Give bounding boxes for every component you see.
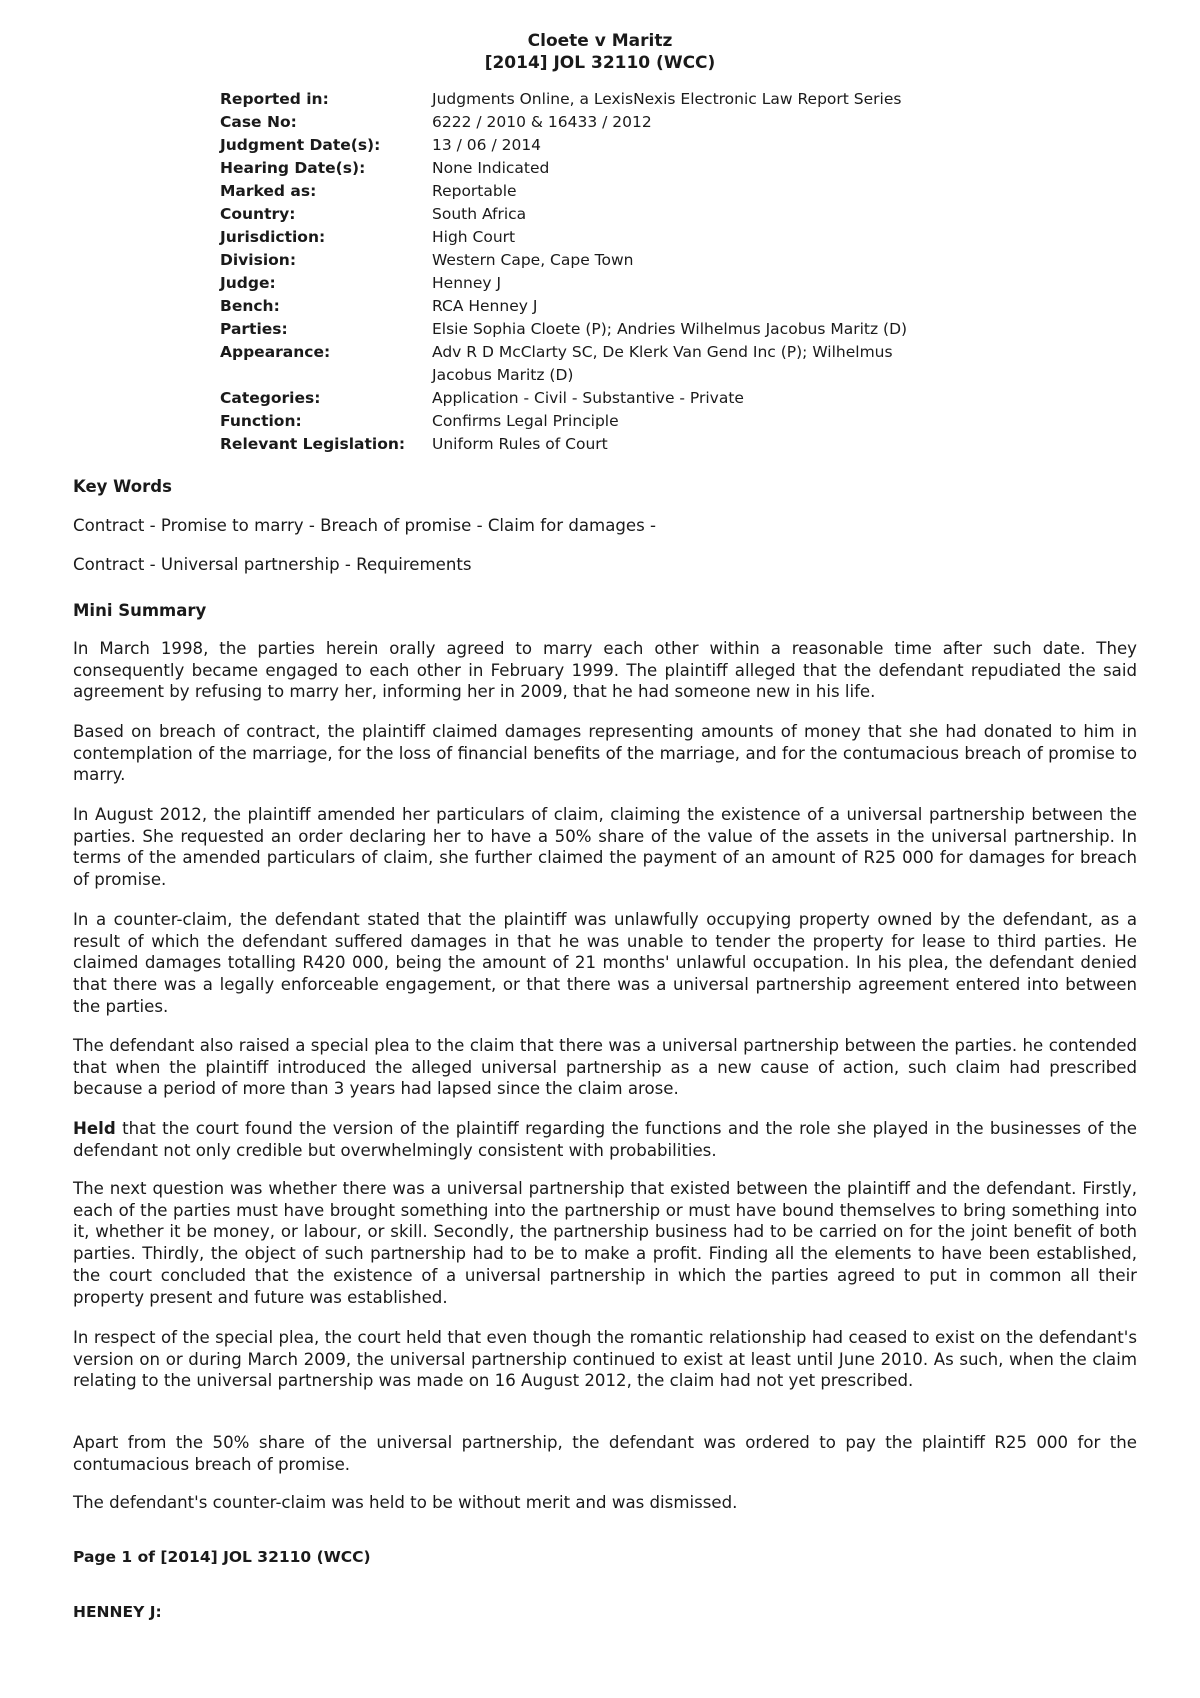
summary-paragraph: In August 2012, the plaintiff amended her particulars of claim, claiming the existence of a universal partnership between the parties. She requested an order declaring her to have a 50% share of the value of the assets in the universal partnership. In terms of the amended particulars of claim, she further claimed the payment of an amount of R25 000 for damages for breach of promise.	[73, 805, 1137, 890]
metadata-label: Marked as:	[220, 182, 317, 200]
metadata-label: Relevant Legislation:	[220, 435, 406, 453]
held-text: that the court found the version of the plaintiff regarding the functions and the role she played in the businesses of the defendant not only credible but overwhelmingly consistent with probabilities.	[73, 1119, 1137, 1160]
summary-paragraph: In a counter-claim, the defendant stated that the plaintiff was unlawfully occupying property owned by the defendant, as a result of which the defendant suffered damages in that he was unable to tender the property for lease to third parties. He claimed damages totalling R420 000, being the amount of 21 months' unlawful occupation. In his plea, the defendant denied that there was a legally enforceable engagement, or that there was a universal partnership agreement entered into between the parties.	[73, 910, 1137, 1016]
metadata-label: Jurisdiction:	[220, 228, 326, 246]
key-words-line: Contract - Universal partnership - Requirements	[73, 555, 472, 574]
metadata-value: Elsie Sophia Cloete (P); Andries Wilhelmus Jacobus Maritz (D)	[432, 320, 908, 338]
metadata-row	[220, 226, 1020, 249]
mini-summary-heading: Mini Summary	[73, 601, 207, 620]
key-words-line: Contract - Promise to marry - Breach of promise - Claim for damages -	[73, 516, 657, 535]
metadata-row	[220, 203, 1020, 226]
metadata-value: RCA Henney J	[432, 297, 538, 315]
summary-paragraph: The defendant's counter-claim was held to be without merit and was dismissed.	[73, 1493, 738, 1512]
metadata-label: Judgment Date(s):	[220, 136, 381, 154]
case-metadata-table	[220, 88, 1020, 456]
summary-paragraph: In respect of the special plea, the court held that even though the romantic relationship had ceased to exist on the defendant's version on or during March 2009, the universal partnership continued to exist at least until June 2010. As such, when the claim relating to the universal partnership was made on 16 August 2012, the claim had not yet prescribed.	[73, 1328, 1137, 1391]
metadata-label: Bench:	[220, 297, 280, 315]
metadata-value: Western Cape, Cape Town	[432, 251, 634, 269]
metadata-row	[220, 433, 1020, 456]
metadata-label: Function:	[220, 412, 302, 430]
metadata-value: Adv R D McClarty SC, De Klerk Van Gend Inc (P); Wilhelmus Jacobus Maritz (D)	[432, 343, 893, 384]
metadata-label: Division:	[220, 251, 297, 269]
metadata-row	[220, 111, 1020, 134]
key-words-heading: Key Words	[73, 477, 172, 496]
summary-paragraph: Apart from the 50% share of the universal partnership, the defendant was ordered to pay the plaintiff R25 000 for the contumacious breach of promise.	[73, 1433, 1137, 1474]
held-label: Held	[73, 1119, 116, 1138]
metadata-value: None Indicated	[432, 159, 550, 177]
metadata-row	[220, 410, 1020, 433]
metadata-row	[220, 272, 1020, 295]
metadata-label: Reported in:	[220, 90, 329, 108]
metadata-row	[220, 180, 1020, 203]
metadata-row	[220, 134, 1020, 157]
metadata-row	[220, 249, 1020, 272]
metadata-label: Parties:	[220, 320, 288, 338]
metadata-value: Judgments Online, a LexisNexis Electronic Law Report Series	[432, 90, 902, 108]
metadata-label: Case No:	[220, 113, 297, 131]
metadata-row	[220, 387, 1020, 410]
metadata-value: Application - Civil - Substantive - Private	[432, 389, 744, 407]
metadata-label: Judge:	[220, 274, 276, 292]
metadata-value: South Africa	[432, 205, 527, 223]
summary-paragraph: The next question was whether there was a universal partnership that existed between the plaintiff and the defendant. Firstly, each of the parties must have brought something into the partnership or must have bound themselves to bring something into it, whether it be money, or labour, or skill. Secondly, the partnership business had to be carried on for the joint benefit of both parties. Thirdly, the object of such partnership had to be to make a profit. Finding all the elements to have been established, the court concluded that the existence of a universal partnership in which the parties agreed to put in common all their property present and future was established.	[73, 1179, 1137, 1307]
page-marker: Page 1 of [2014] JOL 32110 (WCC)	[73, 1548, 371, 1566]
held-paragraph	[73, 1118, 1137, 1161]
metadata-row	[220, 295, 1020, 318]
metadata-row	[220, 157, 1020, 180]
metadata-value: Reportable	[432, 182, 517, 200]
metadata-value: Henney J	[432, 274, 502, 292]
case-citation: [2014] JOL 32110 (WCC)	[484, 53, 716, 73]
summary-paragraph: The defendant also raised a special plea to the claim that there was a universal partnership between the parties. he contended that when the plaintiff introduced the alleged universal partnership as a new cause of action, such claim had prescribed because a period of more than 3 years had lapsed since the claim arose.	[73, 1036, 1137, 1099]
metadata-value: 13 / 06 / 2014	[432, 136, 542, 154]
metadata-row	[220, 341, 1020, 387]
metadata-label: Categories:	[220, 389, 321, 407]
metadata-label: Country:	[220, 205, 296, 223]
metadata-value: Uniform Rules of Court	[432, 435, 608, 453]
metadata-row	[220, 88, 1020, 111]
metadata-row	[220, 318, 1020, 341]
case-title: Cloete v Maritz	[527, 31, 673, 51]
summary-paragraph: In March 1998, the parties herein orally agreed to marry each other within a reasonable time after such date. They consequently became engaged to each other in February 1999. The plaintiff alleged that the defendant repudiated the said agreement by refusing to marry her, informing her in 2009, that he had someone new in his life.	[73, 639, 1137, 702]
metadata-label: Hearing Date(s):	[220, 159, 366, 177]
metadata-value: High Court	[432, 228, 516, 246]
metadata-value: 6222 / 2010 & 16433 / 2012	[432, 113, 652, 131]
metadata-label: Appearance:	[220, 343, 331, 361]
metadata-value: Confirms Legal Principle	[432, 412, 619, 430]
judge-heading: HENNEY J:	[73, 1603, 162, 1621]
summary-paragraph: Based on breach of contract, the plaintiff claimed damages representing amounts of money that she had donated to him in contemplation of the marriage, for the loss of financial benefits of the marriage, and for the contumacious breach of promise to marry.	[73, 722, 1137, 785]
